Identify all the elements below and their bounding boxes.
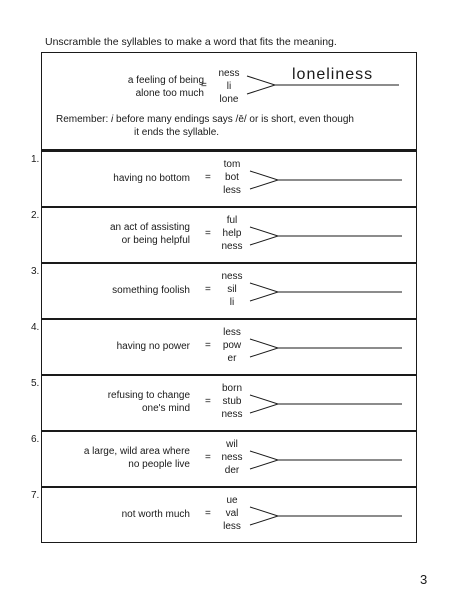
item-number: 2. <box>31 210 40 221</box>
row-divider <box>41 374 417 376</box>
equals-sign: = <box>205 340 211 351</box>
item-syllables: less pow er <box>222 327 242 364</box>
item-syllables: ness sil li <box>221 271 243 308</box>
equals-sign: = <box>205 508 211 519</box>
example-divider <box>41 149 417 152</box>
example-note: Remember: i before many endings says /ē/ or is short, even though it ends the syllable. <box>56 114 354 138</box>
item-syllables: born stub ness <box>221 383 243 420</box>
item-syllables: ful help ness <box>221 215 243 252</box>
item-number: 1. <box>31 154 40 165</box>
equals-sign: = <box>205 452 211 463</box>
page-number: 3 <box>420 572 428 587</box>
item-number: 5. <box>31 378 40 389</box>
row-divider <box>41 206 417 208</box>
equals-sign: = <box>205 172 211 183</box>
equals-sign: = <box>201 80 207 91</box>
item-number: 6. <box>31 434 40 445</box>
equals-sign: = <box>205 228 211 239</box>
equals-sign: = <box>205 284 211 295</box>
item-meaning: refusing to change one's mind <box>107 390 190 414</box>
example-meaning: a feeling of being alone too much <box>127 75 204 99</box>
example-answer: loneliness <box>292 66 374 83</box>
item-meaning: an act of assisting or being helpful <box>109 222 190 246</box>
item-meaning: something foolish <box>112 284 190 296</box>
item-syllables: ue val less <box>223 495 241 532</box>
item-meaning: not worth much <box>121 508 190 520</box>
row-divider <box>41 318 417 320</box>
item-number: 4. <box>31 322 40 333</box>
item-syllables: tom bot less <box>223 159 241 196</box>
item-number: 7. <box>31 490 40 501</box>
item-syllables: wil ness der <box>221 439 243 476</box>
item-meaning: having no bottom <box>113 172 190 184</box>
row-divider <box>41 262 417 264</box>
equals-sign: = <box>205 396 211 407</box>
item-meaning: having no power <box>116 340 190 352</box>
instructions: Unscramble the syllables to make a word that fits the meaning. <box>45 36 337 48</box>
row-divider <box>41 486 417 488</box>
row-divider <box>41 430 417 432</box>
example-syllables: ness li lone <box>218 68 240 105</box>
item-number: 3. <box>31 266 40 277</box>
item-meaning: a large, wild area where no people live <box>83 446 190 470</box>
